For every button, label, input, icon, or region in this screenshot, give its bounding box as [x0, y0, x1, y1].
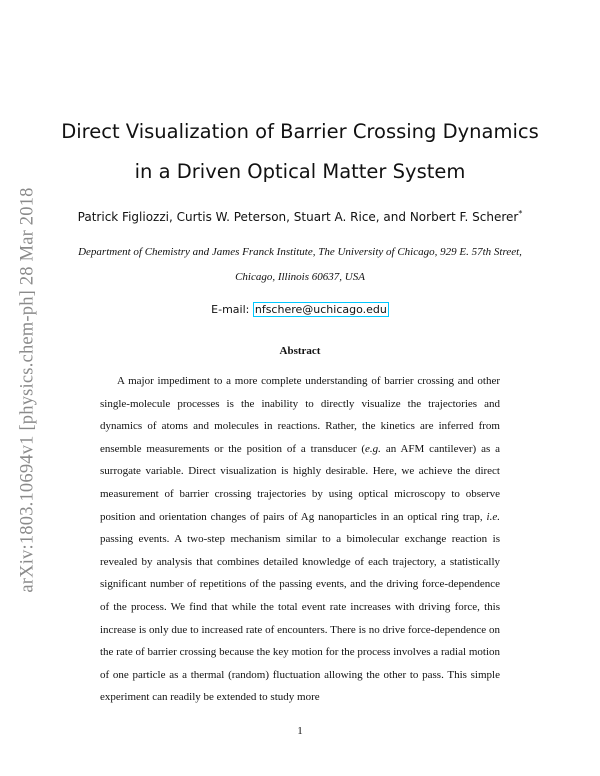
abstract-italic-ie: i.e. [486, 510, 500, 523]
arxiv-identifier: arXiv:1803.10694v1 [physics.chem-ph] 28 Mar 2018 [17, 187, 38, 593]
abstract-body [100, 370, 500, 709]
paper-title: Direct Visualization of Barrier Crossing Dynamics in a Driven Optical Matter System [61, 120, 539, 183]
abstract-italic-eg: e.g. [365, 442, 381, 455]
abstract-text-2: an AFM cantilever) as a surrogate variable. Direct visualization is highly desirable. Here, we achieve the direct measurement of barrier crossing trajectories by using optical microscopy to observe position and orientation changes of pairs of Ag nanoparticles in an optical ring trap, [100, 442, 500, 523]
abstract-heading: Abstract [279, 345, 321, 357]
corresponding-author-mark: * [518, 209, 523, 218]
email-label: E-mail: [211, 303, 253, 316]
page-number: 1 [297, 725, 303, 737]
contact-email [60, 302, 540, 318]
abstract-text-1: A major impediment to a more complete understanding of barrier crossing and other single-molecule processes is the inability to directly visualize the trajectories and dynamics of atoms and molecules in reactions. Rather, the kinetics are inferred from ensemble measurements or the position of a transducer ( [100, 375, 500, 455]
author-names: Patrick Figliozzi, Curtis W. Peterson, Stuart A. Rice, and Norbert F. Scherer [77, 210, 519, 224]
affiliation: Department of Chemistry and James Franck Institute, The University of Chicago, 929 E. 57th Street, Chicago, Illinois 60637, USA [78, 246, 522, 283]
abstract-text-3: passing events. A two-step mechanism similar to a bimolecular exchange reaction is revealed by analysis that combines detailed knowledge of each trajectory, a statistically significant number of repetitions of the passing events, and the driving force-dependence of the process. We find that while the total event rate increases with driving force, this increase is only due to increased rate of encounters. There is no drive force-dependence on the rate of barrier crossing because the key motion for the process involves a radial motion of one particle as a thermal (random) fluctuation allowing the other to pass. This simple experiment can readily be extended to study more [100, 533, 500, 704]
email-link[interactable]: nfschere@uchicago.edu [254, 303, 387, 316]
author-list [60, 206, 540, 225]
